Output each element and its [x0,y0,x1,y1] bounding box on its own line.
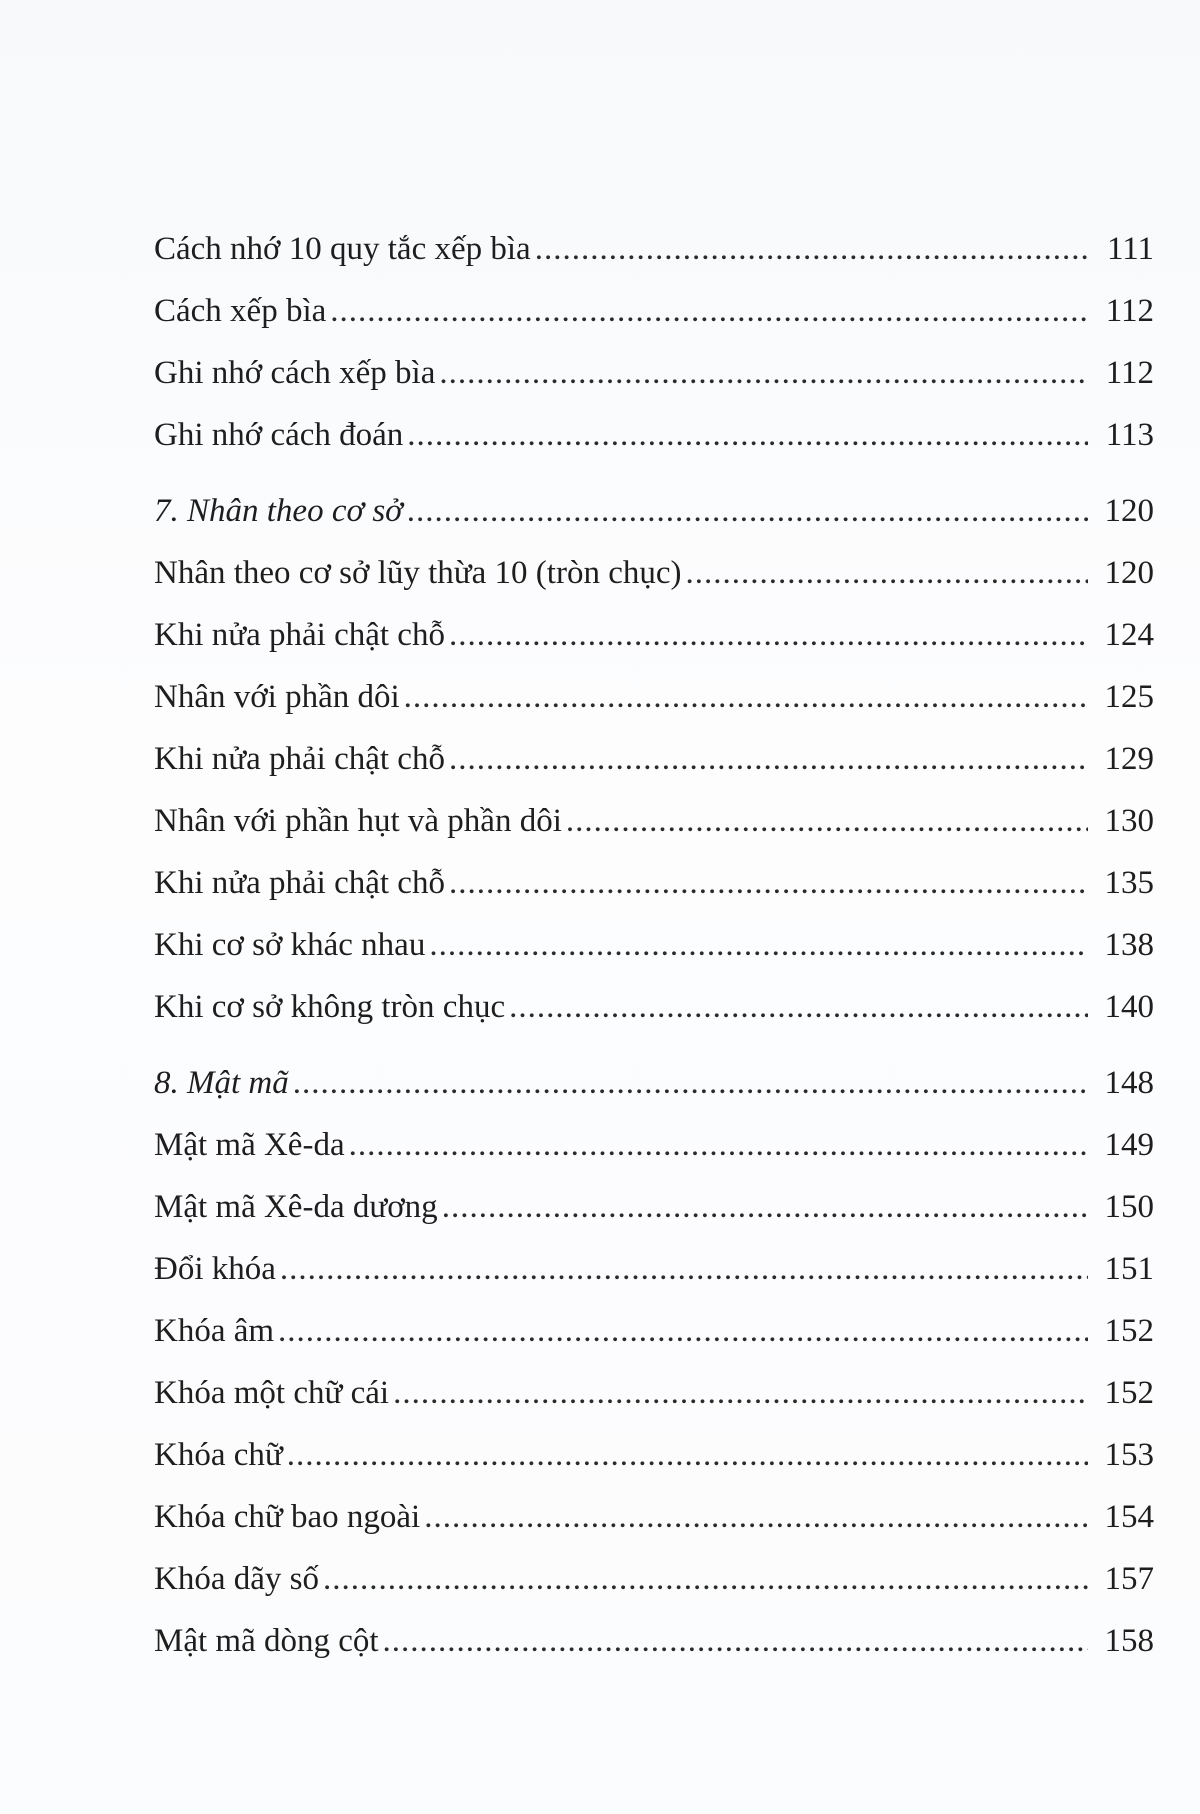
dot-leader [280,1238,1088,1300]
toc-entry [154,404,1154,466]
dot-leader [393,1362,1088,1424]
dot-leader [449,728,1088,790]
toc-page-number: 112 [1105,293,1154,329]
toc-entry [154,1300,1154,1362]
toc-entry [154,1424,1154,1486]
toc-entry [154,1362,1154,1424]
toc-page-number: 113 [1105,417,1154,453]
toc-entry [154,1238,1154,1300]
toc-entry-title: Khi nửa phải chật chỗ [154,617,445,653]
toc-entry [154,1548,1154,1610]
toc-entry [154,790,1154,852]
dot-leader [349,1114,1088,1176]
toc-page-number: 150 [1104,1189,1154,1225]
toc-entry-title: Khi cơ sở khác nhau [154,927,426,963]
dot-leader [407,480,1088,542]
toc-page-number: 130 [1104,803,1154,839]
dot-leader [439,342,1088,404]
toc-page-number: 129 [1104,741,1154,777]
toc-entry-title: Khóa một chữ cái [154,1375,390,1411]
toc-page-number: 153 [1104,1437,1154,1473]
toc-entry [154,976,1154,1038]
toc-entry-title: Khi nửa phải chật chỗ [154,741,445,777]
toc-page-number: 125 [1104,679,1154,715]
toc-entry [154,280,1154,342]
dot-leader [407,404,1088,466]
dot-leader [442,1176,1088,1238]
toc-entry [154,914,1154,976]
toc-page-number: 120 [1104,555,1154,591]
toc-entry [154,1486,1154,1548]
toc-chapter-title: 8. Mật mã [154,1065,289,1101]
toc-entry [154,1114,1154,1176]
dot-leader [449,852,1088,914]
toc-entry-title: Nhân theo cơ sở lũy thừa 10 (tròn chục) [154,555,682,591]
toc-entry [154,342,1154,404]
table-of-contents [154,218,1154,1672]
toc-entry-title: Khi cơ sở không tròn chục [154,989,506,1025]
dot-leader [278,1300,1088,1362]
dot-leader [287,1424,1088,1486]
toc-entry-title: Khóa dãy số [154,1561,319,1597]
toc-chapter-heading [154,480,1154,542]
toc-page-number: 151 [1104,1251,1154,1287]
dot-leader [323,1548,1088,1610]
toc-page-number: 157 [1104,1561,1154,1597]
toc-entry-title: Ghi nhớ cách xếp bìa [154,355,436,391]
toc-chapter-heading [154,1052,1154,1114]
toc-page-number: 111 [1106,231,1154,267]
toc-entry-title: Nhân với phần dôi [154,679,400,715]
toc-page-number: 154 [1104,1499,1154,1535]
dot-leader [685,542,1088,604]
toc-entry [154,852,1154,914]
toc-page-number: 112 [1105,355,1154,391]
toc-entry-title: Khi nửa phải chật chỗ [154,865,445,901]
dot-leader [424,1486,1088,1548]
toc-entry-title: Khóa chữ [154,1437,283,1473]
toc-entry-title: Mật mã dòng cột [154,1623,379,1659]
toc-entry [154,1176,1154,1238]
dot-leader [449,604,1088,666]
toc-entry-title: Khóa âm [154,1313,275,1349]
toc-entry [154,604,1154,666]
toc-entry-title: Khóa chữ bao ngoài [154,1499,421,1535]
toc-page-number: 152 [1104,1313,1154,1349]
toc-entry [154,218,1154,280]
toc-entry-title: Mật mã Xê-da [154,1127,345,1163]
dot-leader [509,976,1088,1038]
toc-chapter-title: 7. Nhân theo cơ sở [154,493,403,529]
toc-entry [154,666,1154,728]
toc-page-number: 152 [1104,1375,1154,1411]
toc-entry-title: Cách nhớ 10 quy tắc xếp bìa [154,231,531,267]
toc-entry [154,728,1154,790]
toc-page-number: 148 [1104,1065,1154,1101]
toc-entry-title: Mật mã Xê-da dương [154,1189,438,1225]
dot-leader [330,280,1088,342]
toc-page-number: 140 [1104,989,1154,1025]
toc-entry [154,1610,1154,1672]
toc-page-number: 158 [1104,1623,1154,1659]
toc-page-number: 135 [1104,865,1154,901]
toc-entry-title: Ghi nhớ cách đoán [154,417,404,453]
toc-entry-title: Đổi khóa [154,1251,276,1287]
dot-leader [535,218,1088,280]
toc-entry-title: Nhân với phần hụt và phần dôi [154,803,562,839]
dot-leader [293,1052,1088,1114]
dot-leader [383,1610,1088,1672]
dot-leader [404,666,1088,728]
toc-page-number: 138 [1104,927,1154,963]
toc-page-number: 149 [1104,1127,1154,1163]
toc-page-number: 124 [1104,617,1154,653]
toc-entry-title: Cách xếp bìa [154,293,327,329]
dot-leader [429,914,1088,976]
toc-page-number: 120 [1104,493,1154,529]
toc-entry [154,542,1154,604]
dot-leader [566,790,1088,852]
